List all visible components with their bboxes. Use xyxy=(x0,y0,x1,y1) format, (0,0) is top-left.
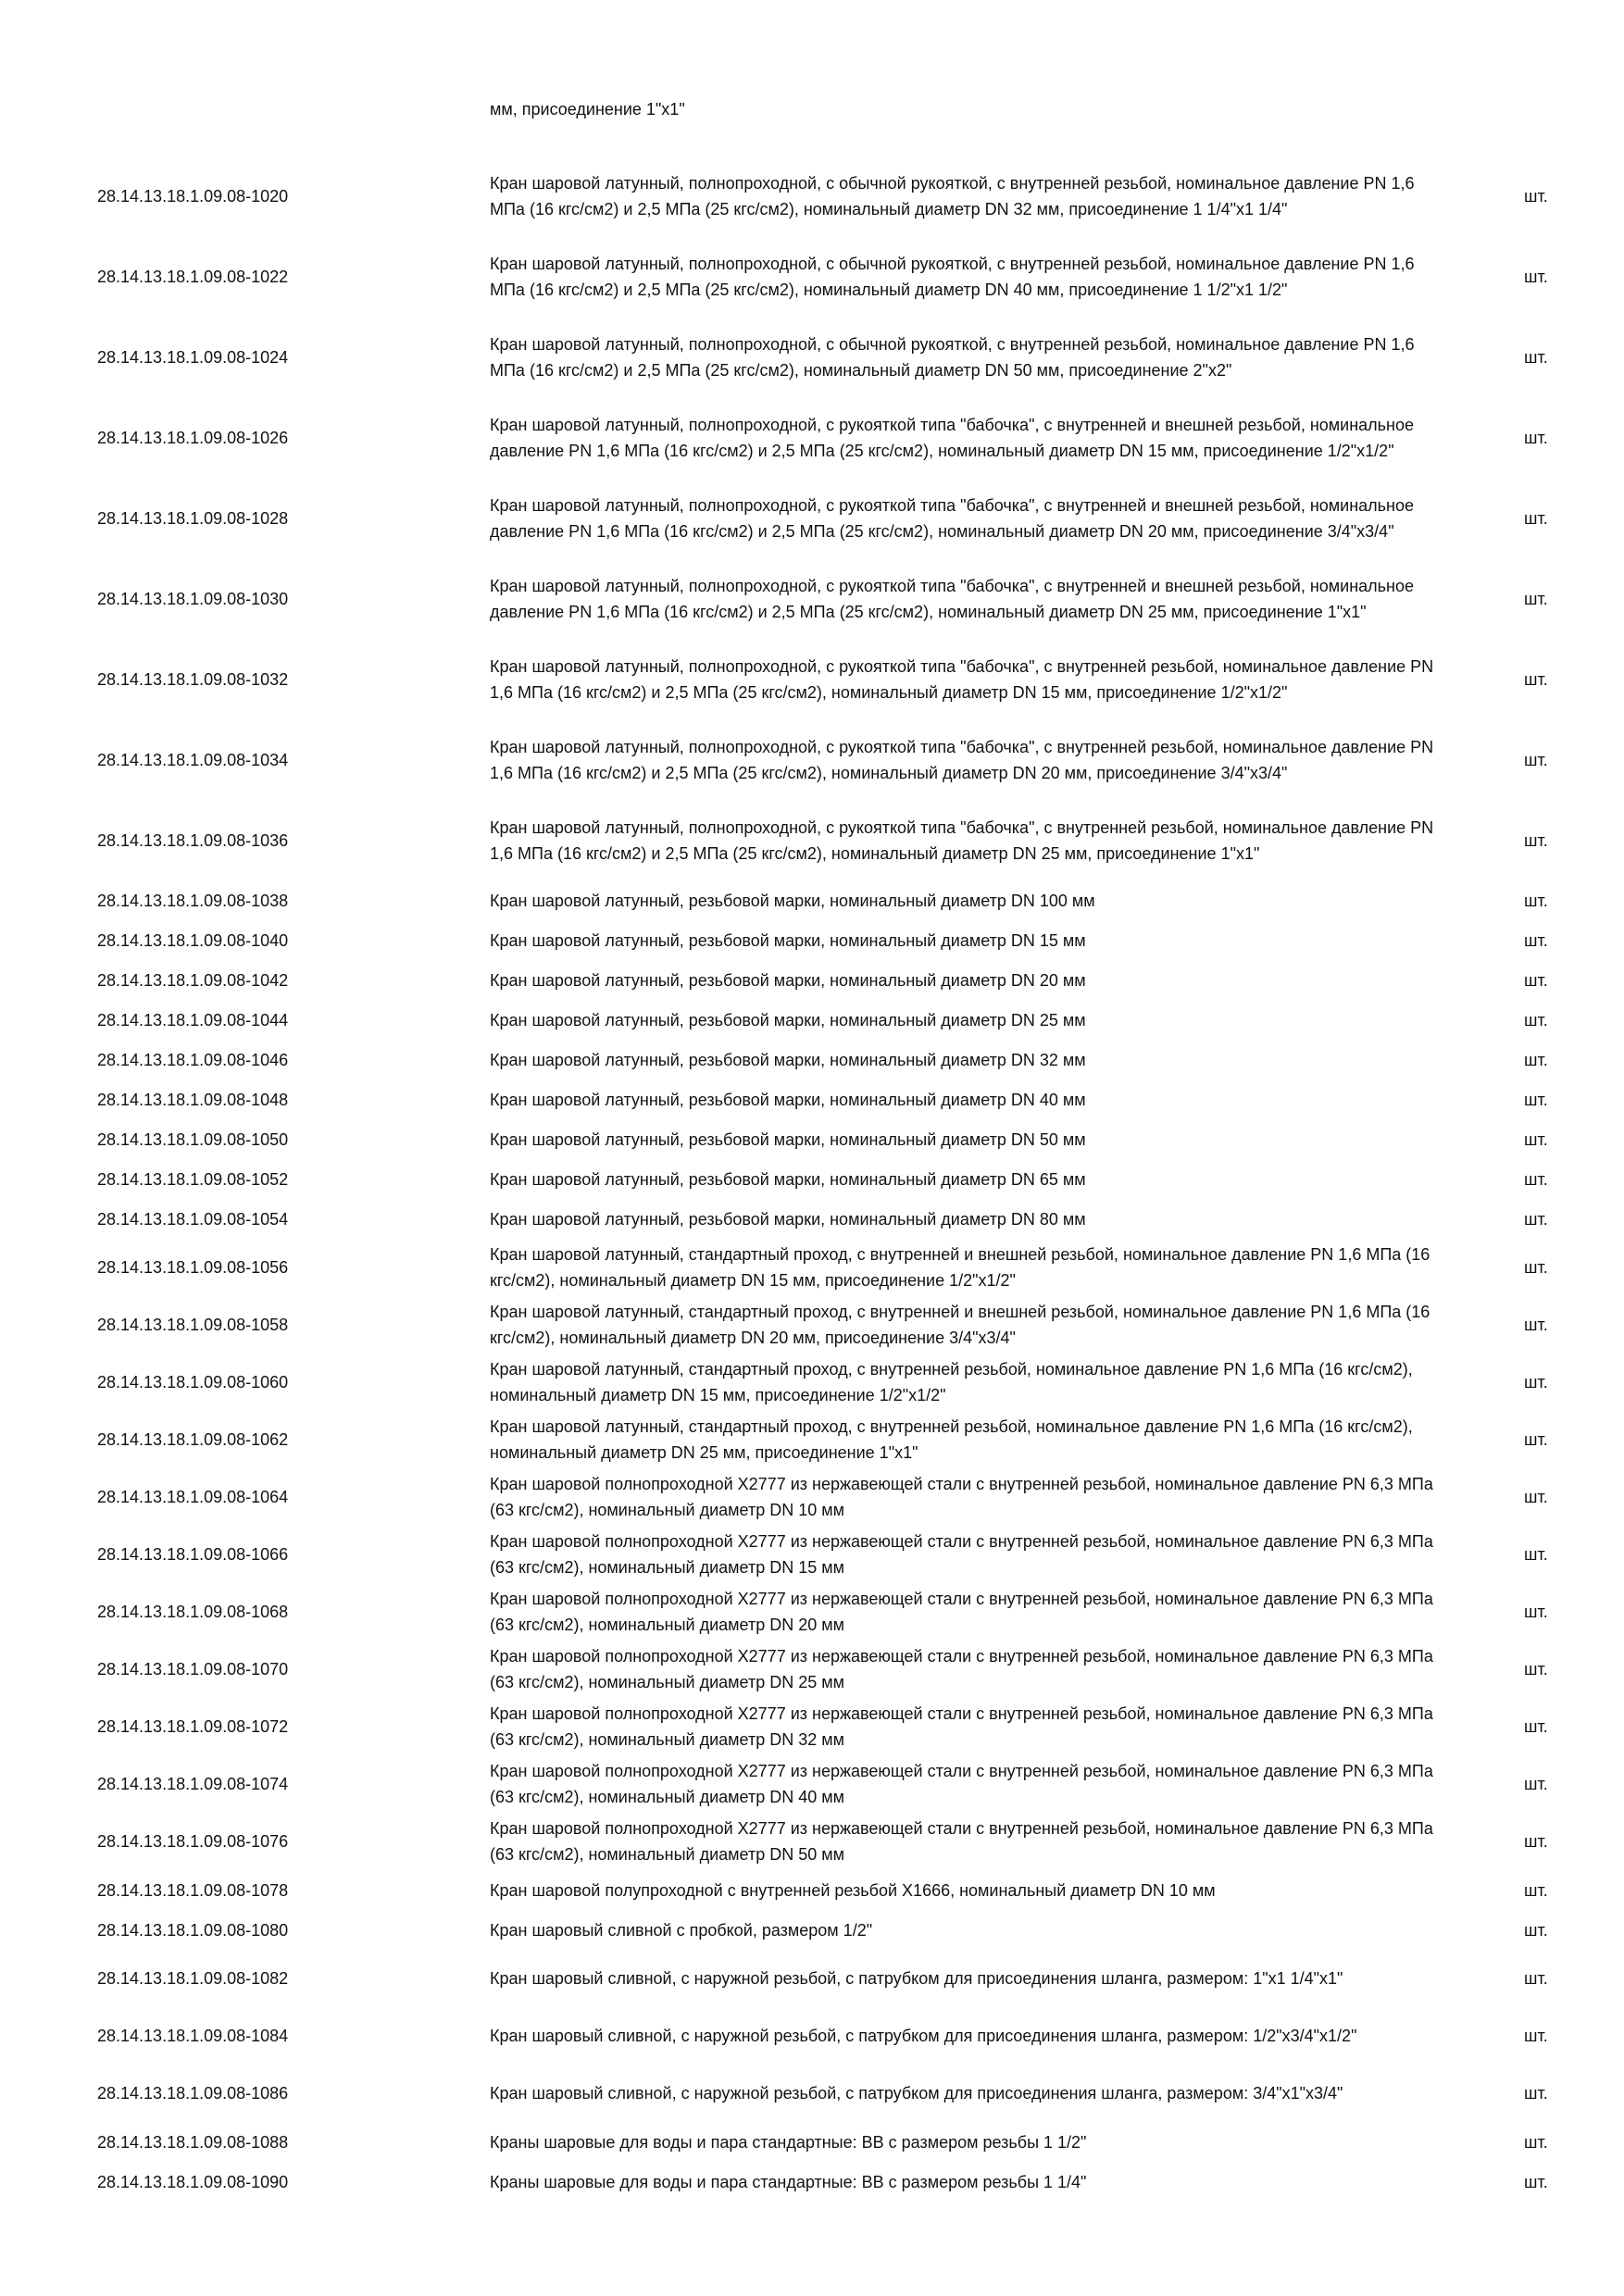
item-code: 28.14.13.18.1.09.08-1034 xyxy=(97,750,289,769)
item-unit: шт. xyxy=(1524,508,1548,528)
item-description: Кран шаровой полнопроходной Х2777 из нержавеющей стали с внутренней резьбой, номинальное давление PN 6,3 МПа (63 кгс/см2), номинальный диаметр DN 32 мм xyxy=(490,1704,1433,1749)
table-row xyxy=(0,1641,1624,1698)
item-description: Кран шаровой латунный, резьбовой марки, номинальный диаметр DN 25 мм xyxy=(490,1010,1086,1029)
table-row xyxy=(0,719,1624,800)
item-unit: шт. xyxy=(1524,2132,1548,2152)
item-unit: шт. xyxy=(1524,2084,1548,2103)
item-code: 28.14.13.18.1.09.08-1046 xyxy=(97,1050,289,1069)
item-unit: шт. xyxy=(1524,1920,1548,1940)
table-row xyxy=(0,2162,1624,2202)
table-row xyxy=(0,1910,1624,1950)
item-code: 28.14.13.18.1.09.08-1088 xyxy=(97,2132,289,2152)
item-unit: шт. xyxy=(1524,186,1548,206)
item-unit: шт. xyxy=(1524,1373,1548,1391)
table-row xyxy=(0,2007,1624,2065)
item-unit: шт. xyxy=(1524,1603,1548,1621)
item-unit: шт. xyxy=(1524,1545,1548,1564)
item-code: 28.14.13.18.1.09.08-1062 xyxy=(97,1430,289,1449)
table-row xyxy=(0,1354,1624,1411)
item-unit: шт. xyxy=(1524,1969,1548,1988)
item-unit: шт. xyxy=(1524,970,1548,990)
table-row xyxy=(0,960,1624,1000)
item-description: Кран шаровой латунный, резьбовой марки, номинальный диаметр DN 32 мм xyxy=(490,1050,1086,1069)
item-description: Кран шаровой полнопроходной Х2777 из нержавеющей стали с внутренней резьбой, номинальное давление PN 6,3 МПа (63 кгс/см2), номинальный диаметр DN 25 мм xyxy=(490,1647,1433,1691)
item-description: Кран шаровой полнопроходной Х2777 из нержавеющей стали с внутренней резьбой, номинальное давление PN 6,3 МПа (63 кгс/см2), номинальный диаметр DN 50 мм xyxy=(490,1819,1433,1864)
item-code: 28.14.13.18.1.09.08-1024 xyxy=(97,347,289,367)
item-unit: шт. xyxy=(1524,830,1548,850)
item-code: 28.14.13.18.1.09.08-1048 xyxy=(97,1090,289,1109)
item-description: Кран шаровой латунный, полнопроходной, с рукояткой типа "бабочка", с внутренней и внешней резьбой, номинальное давление PN 1,6 МПа (16 кгс/см2) и 2,5 МПа (25 кгс/см2), номинальный диаметр DN 20 мм, присоединение 3/4"х3/4" xyxy=(490,495,1414,541)
table-row xyxy=(0,1698,1624,1755)
item-code: 28.14.13.18.1.09.08-1064 xyxy=(97,1488,289,1506)
item-unit: шт. xyxy=(1524,891,1548,910)
item-description: Кран шаровой латунный, полнопроходной, с рукояткой типа "бабочка", с внутренней и внешней резьбой, номинальное давление PN 1,6 МПа (16 кгс/см2) и 2,5 МПа (25 кгс/см2), номинальный диаметр DN 25 мм, присоединение 1"х1" xyxy=(490,576,1414,621)
item-unit: шт. xyxy=(1524,1880,1548,1900)
item-description: Кран шаровой латунный, резьбовой марки, номинальный диаметр DN 80 мм xyxy=(490,1209,1086,1229)
item-unit: шт. xyxy=(1524,1258,1548,1277)
item-unit: шт. xyxy=(1524,1430,1548,1449)
item-code: 28.14.13.18.1.09.08-1028 xyxy=(97,508,289,528)
table-row xyxy=(0,558,1624,639)
table-row xyxy=(0,800,1624,880)
item-description: Кран шаровой полнопроходной Х2777 из нержавеющей стали с внутренней резьбой, номинальное давление PN 6,3 МПа (63 кгс/см2), номинальный диаметр DN 40 мм xyxy=(490,1762,1433,1806)
item-unit: шт. xyxy=(1524,1209,1548,1229)
item-unit: шт. xyxy=(1524,930,1548,950)
table-row xyxy=(0,2122,1624,2162)
item-unit: шт. xyxy=(1524,1488,1548,1506)
item-description: Кран шаровой полнопроходной Х2777 из нержавеющей стали с внутренней резьбой, номинальное давление PN 6,3 МПа (63 кгс/см2), номинальный диаметр DN 20 мм xyxy=(490,1590,1433,1634)
item-description: Кран шаровый сливной, с наружной резьбой, с патрубком для присоединения шланга, размером: 1"х1 1/4"х1" xyxy=(490,1969,1343,1988)
table-row xyxy=(0,1755,1624,1813)
price-table xyxy=(0,156,1624,2202)
item-code: 28.14.13.18.1.09.08-1044 xyxy=(97,1010,289,1029)
item-description: Кран шаровой латунный, резьбовой марки, номинальный диаметр DN 20 мм xyxy=(490,970,1086,990)
table-row xyxy=(0,1870,1624,1910)
item-description: Кран шаровой латунный, полнопроходной, с обычной рукояткой, с внутренней резьбой, номинальное давление PN 1,6 МПа (16 кгс/см2) и 2,5 МПа (25 кгс/см2), номинальный диаметр DN 32 мм, присоединение 1 1/4"х1 1/4" xyxy=(490,173,1415,218)
table-row xyxy=(0,1296,1624,1354)
item-description: Кран шаровой латунный, стандартный проход, с внутренней резьбой, номинальное давление PN 1,6 МПа (16 кгс/см2), номинальный диаметр DN 25 мм, присоединение 1"х1" xyxy=(490,1417,1413,1462)
item-unit: шт. xyxy=(1524,1010,1548,1029)
item-unit: шт. xyxy=(1524,1832,1548,1851)
item-code: 28.14.13.18.1.09.08-1036 xyxy=(97,830,289,850)
table-row xyxy=(0,1040,1624,1079)
table-row xyxy=(0,880,1624,920)
table-row xyxy=(0,1199,1624,1239)
item-unit: шт. xyxy=(1524,267,1548,286)
item-description: Кран шаровой латунный, полнопроходной, с рукояткой типа "бабочка", с внутренней резьбой, номинальное давление PN 1,6 МПа (16 кгс/см2) и 2,5 МПа (25 кгс/см2), номинальный диаметр DN 25 мм, присоединение 1"х1" xyxy=(490,817,1434,863)
item-unit: шт. xyxy=(1524,1090,1548,1109)
item-description: Краны шаровые для воды и пара стандартные: ВВ с размером резьбы 1 1/2" xyxy=(490,2132,1087,2152)
item-code: 28.14.13.18.1.09.08-1020 xyxy=(97,186,289,206)
item-code: 28.14.13.18.1.09.08-1082 xyxy=(97,1969,289,1988)
item-unit: шт. xyxy=(1524,1316,1548,1334)
item-unit: шт. xyxy=(1524,669,1548,689)
item-description: Кран шаровый сливной, с наружной резьбой, с патрубком для присоединения шланга, размером: 1/2"х3/4"х1/2" xyxy=(490,2027,1357,2045)
item-description: Кран шаровой полупроходной с внутренней резьбой Х1666, номинальный диаметр DN 10 мм xyxy=(490,1880,1216,1900)
table-row xyxy=(0,236,1624,317)
item-code: 28.14.13.18.1.09.08-1052 xyxy=(97,1169,289,1189)
item-description: Кран шаровый сливной с пробкой, размером 1/2" xyxy=(490,1920,873,1940)
item-code: 28.14.13.18.1.09.08-1066 xyxy=(97,1545,289,1564)
item-description: Кран шаровой латунный, полнопроходной, с рукояткой типа "бабочка", с внутренней и внешней резьбой, номинальное давление PN 1,6 МПа (16 кгс/см2) и 2,5 МПа (25 кгс/см2), номинальный диаметр DN 15 мм, присоединение 1/2"х1/2" xyxy=(490,415,1414,460)
item-description: Кран шаровой латунный, резьбовой марки, номинальный диаметр DN 50 мм xyxy=(490,1129,1086,1149)
item-unit: шт. xyxy=(1524,1660,1548,1678)
item-description: Кран шаровой латунный, полнопроходной, с обычной рукояткой, с внутренней резьбой, номинальное давление PN 1,6 МПа (16 кгс/см2) и 2,5 МПа (25 кгс/см2), номинальный диаметр DN 40 мм, присоединение 1 1/2"х1 1/2" xyxy=(490,254,1415,299)
item-code: 28.14.13.18.1.09.08-1074 xyxy=(97,1775,289,1793)
item-description: Кран шаровой латунный, стандартный проход, с внутренней и внешней резьбой, номинальное давление PN 1,6 МПа (16 кгс/см2), номинальный диаметр DN 15 мм, присоединение 1/2"х1/2" xyxy=(490,1245,1430,1290)
item-code: 28.14.13.18.1.09.08-1084 xyxy=(97,2027,289,2045)
item-code: 28.14.13.18.1.09.08-1060 xyxy=(97,1373,289,1391)
continued-description: мм, присоединение 1"х1" xyxy=(490,100,685,119)
item-description: Кран шаровой латунный, стандартный проход, с внутренней резьбой, номинальное давление PN 1,6 МПа (16 кгс/см2), номинальный диаметр DN 15 мм, присоединение 1/2"х1/2" xyxy=(490,1360,1413,1404)
table-row xyxy=(0,156,1624,236)
item-unit: шт. xyxy=(1524,589,1548,608)
item-code: 28.14.13.18.1.09.08-1054 xyxy=(97,1209,289,1229)
item-code: 28.14.13.18.1.09.08-1030 xyxy=(97,589,289,608)
item-description: Кран шаровый сливной, с наружной резьбой, с патрубком для присоединения шланга, размером: 3/4"х1"х3/4" xyxy=(490,2084,1343,2103)
item-code: 28.14.13.18.1.09.08-1038 xyxy=(97,891,289,910)
item-description: Кран шаровой латунный, стандартный проход, с внутренней и внешней резьбой, номинальное давление PN 1,6 МПа (16 кгс/см2), номинальный диаметр DN 20 мм, присоединение 3/4"х3/4" xyxy=(490,1303,1430,1347)
table-row xyxy=(0,1950,1624,2007)
item-unit: шт. xyxy=(1524,347,1548,367)
item-code: 28.14.13.18.1.09.08-1078 xyxy=(97,1880,289,1900)
item-unit: шт. xyxy=(1524,750,1548,769)
table-row xyxy=(0,1526,1624,1583)
item-code: 28.14.13.18.1.09.08-1058 xyxy=(97,1316,289,1334)
item-unit: шт. xyxy=(1524,428,1548,447)
item-unit: шт. xyxy=(1524,1717,1548,1736)
item-description: Кран шаровой латунный, полнопроходной, с рукояткой типа "бабочка", с внутренней резьбой, номинальное давление PN 1,6 МПа (16 кгс/см2) и 2,5 МПа (25 кгс/см2), номинальный диаметр DN 15 мм, присоединение 1/2"х1/2" xyxy=(490,656,1434,702)
item-description: Кран шаровой полнопроходной Х2777 из нержавеющей стали с внутренней резьбой, номинальное давление PN 6,3 МПа (63 кгс/см2), номинальный диаметр DN 15 мм xyxy=(490,1532,1433,1577)
item-unit: шт. xyxy=(1524,1129,1548,1149)
item-code: 28.14.13.18.1.09.08-1090 xyxy=(97,2172,289,2191)
item-code: 28.14.13.18.1.09.08-1080 xyxy=(97,1920,289,1940)
item-unit: шт. xyxy=(1524,2172,1548,2191)
item-code: 28.14.13.18.1.09.08-1026 xyxy=(97,428,289,447)
table-row xyxy=(0,1239,1624,1296)
table-row xyxy=(0,1119,1624,1159)
table-row xyxy=(0,1813,1624,1870)
item-description: Кран шаровой полнопроходной Х2777 из нержавеющей стали с внутренней резьбой, номинальное давление PN 6,3 МПа (63 кгс/см2), номинальный диаметр DN 10 мм xyxy=(490,1475,1433,1519)
item-description: Кран шаровой латунный, полнопроходной, с рукояткой типа "бабочка", с внутренней резьбой, номинальное давление PN 1,6 МПа (16 кгс/см2) и 2,5 МПа (25 кгс/см2), номинальный диаметр DN 20 мм, присоединение 3/4"х3/4" xyxy=(490,737,1434,782)
item-unit: шт. xyxy=(1524,1169,1548,1189)
item-description: Кран шаровой латунный, полнопроходной, с обычной рукояткой, с внутренней резьбой, номинальное давление PN 1,6 МПа (16 кгс/см2) и 2,5 МПа (25 кгс/см2), номинальный диаметр DN 50 мм, присоединение 2"х2" xyxy=(490,334,1415,380)
item-code: 28.14.13.18.1.09.08-1042 xyxy=(97,970,289,990)
item-code: 28.14.13.18.1.09.08-1032 xyxy=(97,669,289,689)
item-description: Кран шаровой латунный, резьбовой марки, номинальный диаметр DN 65 мм xyxy=(490,1169,1086,1189)
table-row xyxy=(0,478,1624,558)
table-row xyxy=(0,2065,1624,2122)
table-row xyxy=(0,1411,1624,1468)
table-row xyxy=(0,317,1624,397)
item-code: 28.14.13.18.1.09.08-1022 xyxy=(97,267,289,286)
item-code: 28.14.13.18.1.09.08-1070 xyxy=(97,1660,289,1678)
table-row xyxy=(0,1000,1624,1040)
item-code: 28.14.13.18.1.09.08-1076 xyxy=(97,1832,289,1851)
item-description: Краны шаровые для воды и пара стандартные: ВВ с размером резьбы 1 1/4" xyxy=(490,2172,1087,2191)
item-code: 28.14.13.18.1.09.08-1040 xyxy=(97,930,289,950)
table-row xyxy=(0,397,1624,478)
table-row xyxy=(0,639,1624,719)
item-code: 28.14.13.18.1.09.08-1068 xyxy=(97,1603,289,1621)
item-description: Кран шаровой латунный, резьбовой марки, номинальный диаметр DN 100 мм xyxy=(490,891,1095,910)
item-unit: шт. xyxy=(1524,2027,1548,2045)
item-code: 28.14.13.18.1.09.08-1056 xyxy=(97,1258,289,1277)
table-row xyxy=(0,1159,1624,1199)
table-row xyxy=(0,1583,1624,1641)
item-code: 28.14.13.18.1.09.08-1050 xyxy=(97,1129,289,1149)
item-unit: шт. xyxy=(1524,1775,1548,1793)
table-row xyxy=(0,920,1624,960)
item-description: Кран шаровой латунный, резьбовой марки, номинальный диаметр DN 15 мм xyxy=(490,930,1086,950)
table-row xyxy=(0,1079,1624,1119)
item-code: 28.14.13.18.1.09.08-1086 xyxy=(97,2084,289,2103)
item-code: 28.14.13.18.1.09.08-1072 xyxy=(97,1717,289,1736)
item-description: Кран шаровой латунный, резьбовой марки, номинальный диаметр DN 40 мм xyxy=(490,1090,1086,1109)
item-unit: шт. xyxy=(1524,1050,1548,1069)
table-row xyxy=(0,1468,1624,1526)
